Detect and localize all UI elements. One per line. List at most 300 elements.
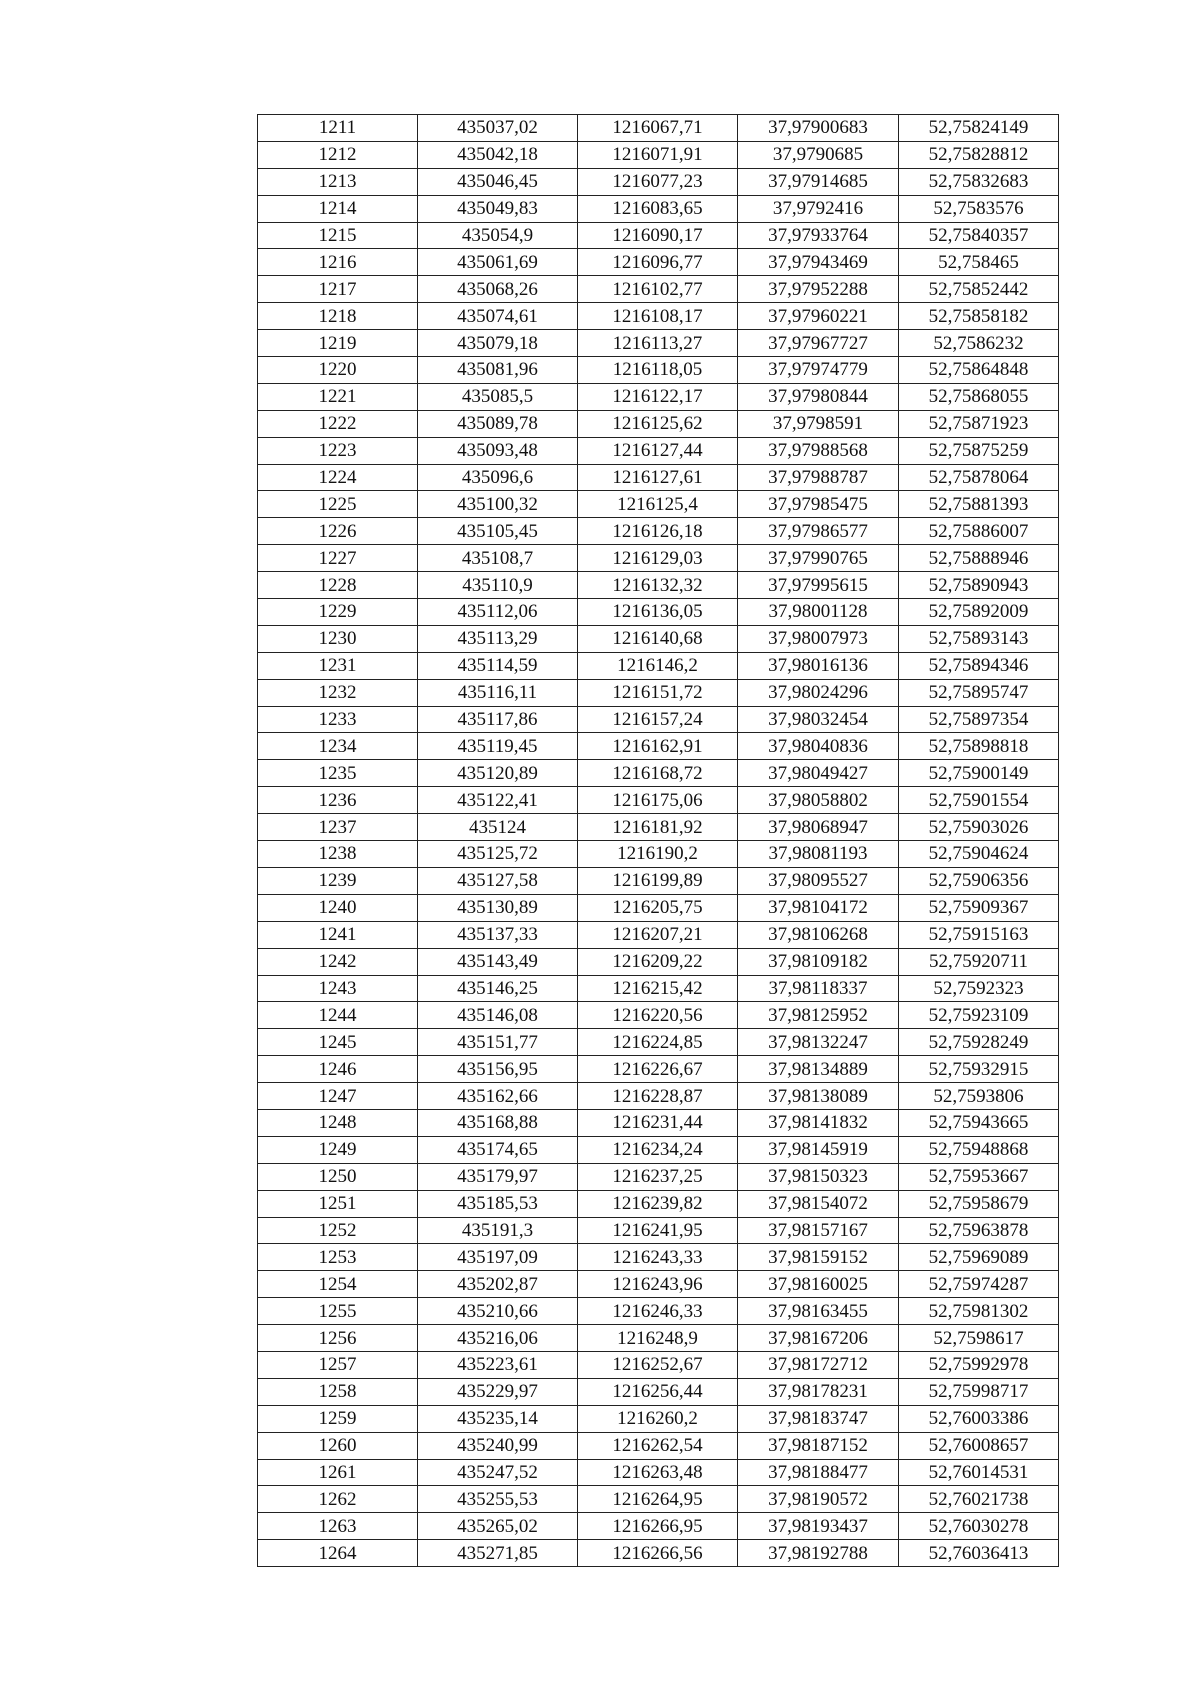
- point-number-cell: 1250: [258, 1163, 418, 1190]
- y-coordinate-cell: 1216083,65: [578, 195, 738, 222]
- table-row: [258, 1405, 1059, 1432]
- y-coordinate-cell: 1216252,67: [578, 1351, 738, 1378]
- latitude-cell: 52,7583576: [899, 195, 1059, 222]
- point-number-cell: 1255: [258, 1298, 418, 1325]
- longitude-cell: 37,98188477: [738, 1459, 899, 1486]
- point-number-cell: 1216: [258, 249, 418, 276]
- latitude-cell: 52,75892009: [899, 599, 1059, 626]
- longitude-cell: 37,97995615: [738, 572, 899, 599]
- longitude-cell: 37,97933764: [738, 222, 899, 249]
- latitude-cell: 52,7598617: [899, 1325, 1059, 1352]
- latitude-cell: 52,75871923: [899, 410, 1059, 437]
- y-coordinate-cell: 1216067,71: [578, 115, 738, 142]
- latitude-cell: 52,75900149: [899, 760, 1059, 787]
- y-coordinate-cell: 1216262,54: [578, 1432, 738, 1459]
- longitude-cell: 37,98106268: [738, 921, 899, 948]
- x-coordinate-cell: 435202,87: [418, 1271, 578, 1298]
- x-coordinate-cell: 435085,5: [418, 383, 578, 410]
- point-number-cell: 1212: [258, 141, 418, 168]
- y-coordinate-cell: 1216125,4: [578, 491, 738, 518]
- point-number-cell: 1231: [258, 652, 418, 679]
- longitude-cell: 37,98192788: [738, 1540, 899, 1567]
- point-number-cell: 1233: [258, 706, 418, 733]
- latitude-cell: 52,75928249: [899, 1029, 1059, 1056]
- y-coordinate-cell: 1216113,27: [578, 330, 738, 357]
- table-row: [258, 1325, 1059, 1352]
- latitude-cell: 52,76021738: [899, 1486, 1059, 1513]
- point-number-cell: 1251: [258, 1190, 418, 1217]
- longitude-cell: 37,98134889: [738, 1056, 899, 1083]
- point-number-cell: 1256: [258, 1325, 418, 1352]
- table-row: [258, 1298, 1059, 1325]
- latitude-cell: 52,75923109: [899, 1002, 1059, 1029]
- x-coordinate-cell: 435168,88: [418, 1109, 578, 1136]
- table-row: [258, 733, 1059, 760]
- longitude-cell: 37,97974779: [738, 357, 899, 384]
- table-row: [258, 1540, 1059, 1567]
- y-coordinate-cell: 1216146,2: [578, 652, 738, 679]
- longitude-cell: 37,98150323: [738, 1163, 899, 1190]
- point-number-cell: 1226: [258, 518, 418, 545]
- longitude-cell: 37,98145919: [738, 1136, 899, 1163]
- latitude-cell: 52,75878064: [899, 464, 1059, 491]
- latitude-cell: 52,76003386: [899, 1405, 1059, 1432]
- point-number-cell: 1218: [258, 303, 418, 330]
- x-coordinate-cell: 435042,18: [418, 141, 578, 168]
- longitude-cell: 37,97985475: [738, 491, 899, 518]
- x-coordinate-cell: 435119,45: [418, 733, 578, 760]
- y-coordinate-cell: 1216264,95: [578, 1486, 738, 1513]
- y-coordinate-cell: 1216260,2: [578, 1405, 738, 1432]
- x-coordinate-cell: 435255,53: [418, 1486, 578, 1513]
- longitude-cell: 37,98040836: [738, 733, 899, 760]
- point-number-cell: 1236: [258, 787, 418, 814]
- x-coordinate-cell: 435229,97: [418, 1378, 578, 1405]
- table-row: [258, 1029, 1059, 1056]
- point-number-cell: 1257: [258, 1351, 418, 1378]
- latitude-cell: 52,75920711: [899, 948, 1059, 975]
- x-coordinate-cell: 435216,06: [418, 1325, 578, 1352]
- point-number-cell: 1239: [258, 867, 418, 894]
- latitude-cell: 52,75828812: [899, 141, 1059, 168]
- table-row: [258, 1002, 1059, 1029]
- latitude-cell: 52,75858182: [899, 303, 1059, 330]
- table-row: [258, 357, 1059, 384]
- latitude-cell: 52,75886007: [899, 518, 1059, 545]
- point-number-cell: 1258: [258, 1378, 418, 1405]
- longitude-cell: 37,97960221: [738, 303, 899, 330]
- point-number-cell: 1229: [258, 599, 418, 626]
- coordinates-table: [257, 114, 1059, 1567]
- longitude-cell: 37,98032454: [738, 706, 899, 733]
- table-row: [258, 921, 1059, 948]
- y-coordinate-cell: 1216190,2: [578, 841, 738, 868]
- x-coordinate-cell: 435210,66: [418, 1298, 578, 1325]
- y-coordinate-cell: 1216234,24: [578, 1136, 738, 1163]
- point-number-cell: 1230: [258, 625, 418, 652]
- x-coordinate-cell: 435162,66: [418, 1083, 578, 1110]
- table-row: [258, 383, 1059, 410]
- longitude-cell: 37,98095527: [738, 867, 899, 894]
- y-coordinate-cell: 1216228,87: [578, 1083, 738, 1110]
- table-row: [258, 894, 1059, 921]
- longitude-cell: 37,9792416: [738, 195, 899, 222]
- point-number-cell: 1224: [258, 464, 418, 491]
- point-number-cell: 1240: [258, 894, 418, 921]
- table-row: [258, 599, 1059, 626]
- latitude-cell: 52,75901554: [899, 787, 1059, 814]
- table-row: [258, 115, 1059, 142]
- y-coordinate-cell: 1216118,05: [578, 357, 738, 384]
- y-coordinate-cell: 1216132,32: [578, 572, 738, 599]
- point-number-cell: 1217: [258, 276, 418, 303]
- x-coordinate-cell: 435117,86: [418, 706, 578, 733]
- point-number-cell: 1223: [258, 437, 418, 464]
- x-coordinate-cell: 435146,08: [418, 1002, 578, 1029]
- longitude-cell: 37,98104172: [738, 894, 899, 921]
- table-row: [258, 787, 1059, 814]
- point-number-cell: 1252: [258, 1217, 418, 1244]
- y-coordinate-cell: 1216168,72: [578, 760, 738, 787]
- point-number-cell: 1264: [258, 1540, 418, 1567]
- y-coordinate-cell: 1216129,03: [578, 545, 738, 572]
- x-coordinate-cell: 435223,61: [418, 1351, 578, 1378]
- point-number-cell: 1244: [258, 1002, 418, 1029]
- y-coordinate-cell: 1216175,06: [578, 787, 738, 814]
- longitude-cell: 37,97900683: [738, 115, 899, 142]
- longitude-cell: 37,97943469: [738, 249, 899, 276]
- longitude-cell: 37,98125952: [738, 1002, 899, 1029]
- longitude-cell: 37,98190572: [738, 1486, 899, 1513]
- point-number-cell: 1261: [258, 1459, 418, 1486]
- x-coordinate-cell: 435124: [418, 814, 578, 841]
- table-row: [258, 464, 1059, 491]
- latitude-cell: 52,75915163: [899, 921, 1059, 948]
- latitude-cell: 52,75888946: [899, 545, 1059, 572]
- y-coordinate-cell: 1216071,91: [578, 141, 738, 168]
- y-coordinate-cell: 1216226,67: [578, 1056, 738, 1083]
- table-row: [258, 1378, 1059, 1405]
- table-row: [258, 948, 1059, 975]
- latitude-cell: 52,75864848: [899, 357, 1059, 384]
- y-coordinate-cell: 1216077,23: [578, 168, 738, 195]
- table-row: [258, 518, 1059, 545]
- x-coordinate-cell: 435130,89: [418, 894, 578, 921]
- y-coordinate-cell: 1216246,33: [578, 1298, 738, 1325]
- latitude-cell: 52,7593806: [899, 1083, 1059, 1110]
- table-row: [258, 1486, 1059, 1513]
- table-row: [258, 195, 1059, 222]
- latitude-cell: 52,75906356: [899, 867, 1059, 894]
- point-number-cell: 1242: [258, 948, 418, 975]
- point-number-cell: 1237: [258, 814, 418, 841]
- latitude-cell: 52,75953667: [899, 1163, 1059, 1190]
- x-coordinate-cell: 435081,96: [418, 357, 578, 384]
- latitude-cell: 52,75909367: [899, 894, 1059, 921]
- table-row: [258, 437, 1059, 464]
- longitude-cell: 37,98058802: [738, 787, 899, 814]
- y-coordinate-cell: 1216108,17: [578, 303, 738, 330]
- x-coordinate-cell: 435105,45: [418, 518, 578, 545]
- point-number-cell: 1249: [258, 1136, 418, 1163]
- table-row: [258, 625, 1059, 652]
- y-coordinate-cell: 1216140,68: [578, 625, 738, 652]
- table-row: [258, 760, 1059, 787]
- table-row: [258, 867, 1059, 894]
- x-coordinate-cell: 435240,99: [418, 1432, 578, 1459]
- y-coordinate-cell: 1216231,44: [578, 1109, 738, 1136]
- point-number-cell: 1247: [258, 1083, 418, 1110]
- table-row: [258, 841, 1059, 868]
- y-coordinate-cell: 1216151,72: [578, 679, 738, 706]
- longitude-cell: 37,98141832: [738, 1109, 899, 1136]
- table-row: [258, 652, 1059, 679]
- longitude-cell: 37,98068947: [738, 814, 899, 841]
- latitude-cell: 52,76008657: [899, 1432, 1059, 1459]
- x-coordinate-cell: 435179,97: [418, 1163, 578, 1190]
- x-coordinate-cell: 435116,11: [418, 679, 578, 706]
- point-number-cell: 1227: [258, 545, 418, 572]
- latitude-cell: 52,75852442: [899, 276, 1059, 303]
- longitude-cell: 37,98132247: [738, 1029, 899, 1056]
- longitude-cell: 37,98163455: [738, 1298, 899, 1325]
- y-coordinate-cell: 1216136,05: [578, 599, 738, 626]
- y-coordinate-cell: 1216263,48: [578, 1459, 738, 1486]
- x-coordinate-cell: 435120,89: [418, 760, 578, 787]
- point-number-cell: 1241: [258, 921, 418, 948]
- table-row: [258, 1459, 1059, 1486]
- point-number-cell: 1213: [258, 168, 418, 195]
- table-row: [258, 1056, 1059, 1083]
- x-coordinate-cell: 435156,95: [418, 1056, 578, 1083]
- table-row: [258, 410, 1059, 437]
- point-number-cell: 1243: [258, 975, 418, 1002]
- latitude-cell: 52,75868055: [899, 383, 1059, 410]
- latitude-cell: 52,75974287: [899, 1271, 1059, 1298]
- point-number-cell: 1262: [258, 1486, 418, 1513]
- point-number-cell: 1246: [258, 1056, 418, 1083]
- table-row: [258, 679, 1059, 706]
- latitude-cell: 52,75897354: [899, 706, 1059, 733]
- y-coordinate-cell: 1216243,96: [578, 1271, 738, 1298]
- y-coordinate-cell: 1216266,56: [578, 1540, 738, 1567]
- table-row: [258, 1217, 1059, 1244]
- latitude-cell: 52,75958679: [899, 1190, 1059, 1217]
- point-number-cell: 1225: [258, 491, 418, 518]
- y-coordinate-cell: 1216126,18: [578, 518, 738, 545]
- x-coordinate-cell: 435089,78: [418, 410, 578, 437]
- latitude-cell: 52,7586232: [899, 330, 1059, 357]
- latitude-cell: 52,75943665: [899, 1109, 1059, 1136]
- table-row: [258, 1136, 1059, 1163]
- y-coordinate-cell: 1216207,21: [578, 921, 738, 948]
- longitude-cell: 37,98178231: [738, 1378, 899, 1405]
- longitude-cell: 37,98159152: [738, 1244, 899, 1271]
- table-row: [258, 1244, 1059, 1271]
- y-coordinate-cell: 1216096,77: [578, 249, 738, 276]
- longitude-cell: 37,97967727: [738, 330, 899, 357]
- longitude-cell: 37,98154072: [738, 1190, 899, 1217]
- point-number-cell: 1253: [258, 1244, 418, 1271]
- latitude-cell: 52,76036413: [899, 1540, 1059, 1567]
- table-row: [258, 276, 1059, 303]
- point-number-cell: 1214: [258, 195, 418, 222]
- y-coordinate-cell: 1216199,89: [578, 867, 738, 894]
- x-coordinate-cell: 435137,33: [418, 921, 578, 948]
- table-row: [258, 572, 1059, 599]
- point-number-cell: 1263: [258, 1513, 418, 1540]
- table-row: [258, 1513, 1059, 1540]
- latitude-cell: 52,75881393: [899, 491, 1059, 518]
- y-coordinate-cell: 1216181,92: [578, 814, 738, 841]
- y-coordinate-cell: 1216256,44: [578, 1378, 738, 1405]
- point-number-cell: 1228: [258, 572, 418, 599]
- x-coordinate-cell: 435074,61: [418, 303, 578, 330]
- point-number-cell: 1259: [258, 1405, 418, 1432]
- latitude-cell: 52,75895747: [899, 679, 1059, 706]
- x-coordinate-cell: 435271,85: [418, 1540, 578, 1567]
- point-number-cell: 1215: [258, 222, 418, 249]
- table-row: [258, 1083, 1059, 1110]
- table-row: [258, 706, 1059, 733]
- y-coordinate-cell: 1216125,62: [578, 410, 738, 437]
- table-row: [258, 975, 1059, 1002]
- longitude-cell: 37,98157167: [738, 1217, 899, 1244]
- longitude-cell: 37,98167206: [738, 1325, 899, 1352]
- x-coordinate-cell: 435037,02: [418, 115, 578, 142]
- latitude-cell: 52,75890943: [899, 572, 1059, 599]
- table-row: [258, 168, 1059, 195]
- x-coordinate-cell: 435185,53: [418, 1190, 578, 1217]
- longitude-cell: 37,97952288: [738, 276, 899, 303]
- point-number-cell: 1238: [258, 841, 418, 868]
- point-number-cell: 1245: [258, 1029, 418, 1056]
- table-row: [258, 303, 1059, 330]
- longitude-cell: 37,98001128: [738, 599, 899, 626]
- y-coordinate-cell: 1216162,91: [578, 733, 738, 760]
- table-row: [258, 545, 1059, 572]
- point-number-cell: 1221: [258, 383, 418, 410]
- x-coordinate-cell: 435114,59: [418, 652, 578, 679]
- y-coordinate-cell: 1216205,75: [578, 894, 738, 921]
- point-number-cell: 1211: [258, 115, 418, 142]
- latitude-cell: 52,76014531: [899, 1459, 1059, 1486]
- longitude-cell: 37,97980844: [738, 383, 899, 410]
- x-coordinate-cell: 435108,7: [418, 545, 578, 572]
- longitude-cell: 37,98187152: [738, 1432, 899, 1459]
- y-coordinate-cell: 1216239,82: [578, 1190, 738, 1217]
- table-row: [258, 249, 1059, 276]
- table-row: [258, 1271, 1059, 1298]
- latitude-cell: 52,76030278: [899, 1513, 1059, 1540]
- point-number-cell: 1220: [258, 357, 418, 384]
- x-coordinate-cell: 435146,25: [418, 975, 578, 1002]
- longitude-cell: 37,9790685: [738, 141, 899, 168]
- x-coordinate-cell: 435127,58: [418, 867, 578, 894]
- longitude-cell: 37,98183747: [738, 1405, 899, 1432]
- longitude-cell: 37,9798591: [738, 410, 899, 437]
- x-coordinate-cell: 435191,3: [418, 1217, 578, 1244]
- latitude-cell: 52,75998717: [899, 1378, 1059, 1405]
- y-coordinate-cell: 1216241,95: [578, 1217, 738, 1244]
- point-number-cell: 1219: [258, 330, 418, 357]
- x-coordinate-cell: 435235,14: [418, 1405, 578, 1432]
- x-coordinate-cell: 435061,69: [418, 249, 578, 276]
- x-coordinate-cell: 435113,29: [418, 625, 578, 652]
- point-number-cell: 1232: [258, 679, 418, 706]
- x-coordinate-cell: 435068,26: [418, 276, 578, 303]
- y-coordinate-cell: 1216224,85: [578, 1029, 738, 1056]
- longitude-cell: 37,97986577: [738, 518, 899, 545]
- longitude-cell: 37,98138089: [738, 1083, 899, 1110]
- longitude-cell: 37,98118337: [738, 975, 899, 1002]
- table-row: [258, 1163, 1059, 1190]
- latitude-cell: 52,75963878: [899, 1217, 1059, 1244]
- latitude-cell: 52,75969089: [899, 1244, 1059, 1271]
- x-coordinate-cell: 435151,77: [418, 1029, 578, 1056]
- latitude-cell: 52,75932915: [899, 1056, 1059, 1083]
- table-row: [258, 330, 1059, 357]
- latitude-cell: 52,75948868: [899, 1136, 1059, 1163]
- longitude-cell: 37,98024296: [738, 679, 899, 706]
- y-coordinate-cell: 1216237,25: [578, 1163, 738, 1190]
- latitude-cell: 52,7592323: [899, 975, 1059, 1002]
- longitude-cell: 37,98049427: [738, 760, 899, 787]
- y-coordinate-cell: 1216266,95: [578, 1513, 738, 1540]
- y-coordinate-cell: 1216102,77: [578, 276, 738, 303]
- coordinates-table-body: [258, 115, 1059, 1567]
- x-coordinate-cell: 435174,65: [418, 1136, 578, 1163]
- latitude-cell: 52,75904624: [899, 841, 1059, 868]
- y-coordinate-cell: 1216209,22: [578, 948, 738, 975]
- latitude-cell: 52,75875259: [899, 437, 1059, 464]
- y-coordinate-cell: 1216127,61: [578, 464, 738, 491]
- point-number-cell: 1254: [258, 1271, 418, 1298]
- table-row: [258, 1351, 1059, 1378]
- x-coordinate-cell: 435096,6: [418, 464, 578, 491]
- latitude-cell: 52,75898818: [899, 733, 1059, 760]
- x-coordinate-cell: 435247,52: [418, 1459, 578, 1486]
- x-coordinate-cell: 435122,41: [418, 787, 578, 814]
- longitude-cell: 37,98016136: [738, 652, 899, 679]
- latitude-cell: 52,758465: [899, 249, 1059, 276]
- table-row: [258, 141, 1059, 168]
- table-row: [258, 491, 1059, 518]
- latitude-cell: 52,75992978: [899, 1351, 1059, 1378]
- longitude-cell: 37,97914685: [738, 168, 899, 195]
- latitude-cell: 52,75824149: [899, 115, 1059, 142]
- y-coordinate-cell: 1216215,42: [578, 975, 738, 1002]
- x-coordinate-cell: 435112,06: [418, 599, 578, 626]
- point-number-cell: 1234: [258, 733, 418, 760]
- longitude-cell: 37,97988568: [738, 437, 899, 464]
- y-coordinate-cell: 1216090,17: [578, 222, 738, 249]
- latitude-cell: 52,75981302: [899, 1298, 1059, 1325]
- y-coordinate-cell: 1216243,33: [578, 1244, 738, 1271]
- latitude-cell: 52,75832683: [899, 168, 1059, 195]
- x-coordinate-cell: 435265,02: [418, 1513, 578, 1540]
- longitude-cell: 37,98172712: [738, 1351, 899, 1378]
- latitude-cell: 52,75893143: [899, 625, 1059, 652]
- table-row: [258, 814, 1059, 841]
- y-coordinate-cell: 1216220,56: [578, 1002, 738, 1029]
- longitude-cell: 37,97990765: [738, 545, 899, 572]
- x-coordinate-cell: 435079,18: [418, 330, 578, 357]
- longitude-cell: 37,98081193: [738, 841, 899, 868]
- table-row: [258, 222, 1059, 249]
- latitude-cell: 52,75903026: [899, 814, 1059, 841]
- x-coordinate-cell: 435049,83: [418, 195, 578, 222]
